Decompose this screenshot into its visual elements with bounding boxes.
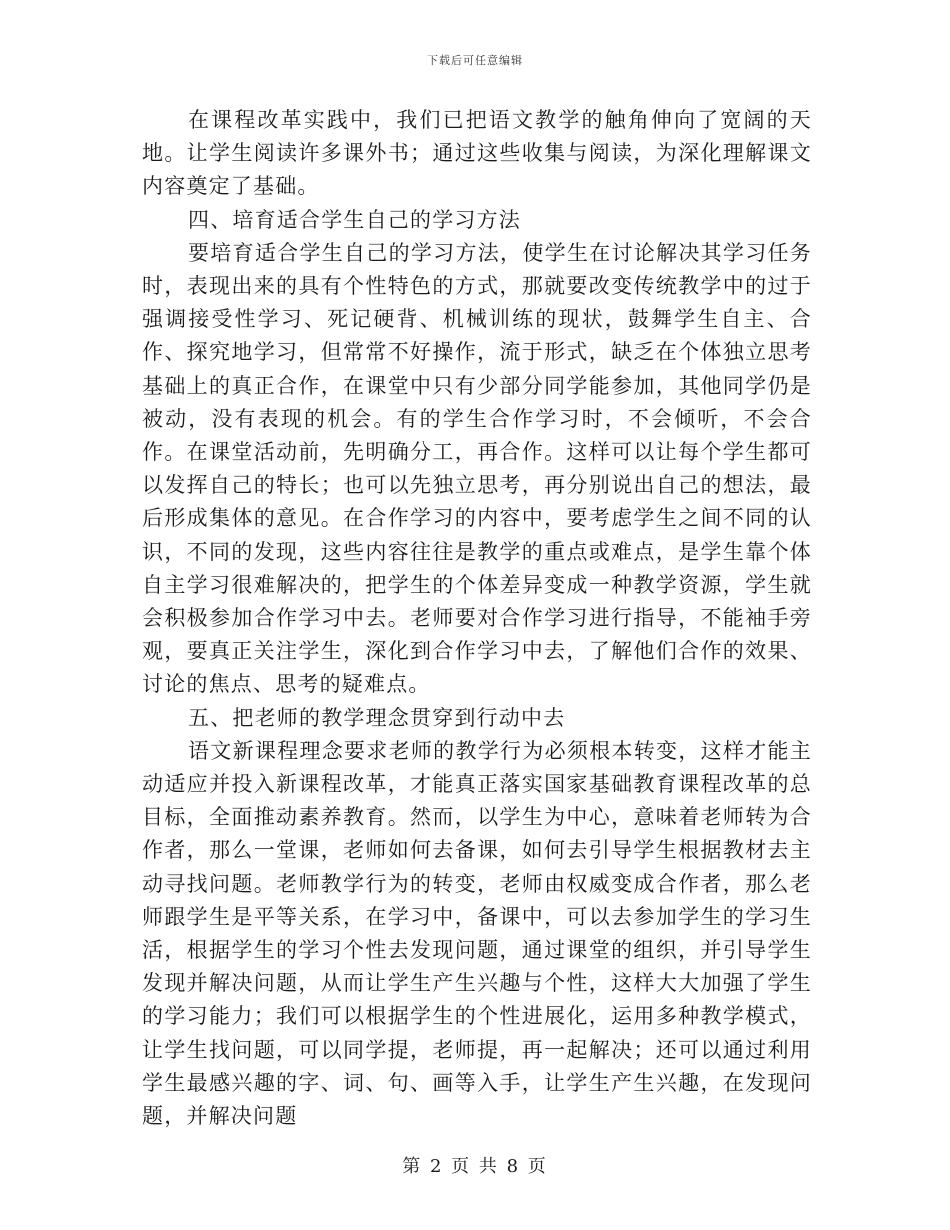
- section-heading-5: 五、把老师的教学理念贯穿到行动中去: [188, 705, 566, 730]
- document-body: [142, 104, 812, 1133]
- page-header-note: 下载后可任意编辑: [427, 54, 523, 67]
- paragraph-intro: 在课程改革实践中，我们已把语文教学的触角伸向了宽阔的天地。让学生阅读许多课外书；通过这些收集与阅读，为深化理解课文内容奠定了基础。: [142, 108, 812, 199]
- page-number: 第 2 页 共 8 页: [402, 1156, 548, 1177]
- paragraph-section-5: 语文新课程理念要求老师的教学行为必须根本转变，这样才能主动适应并投入新课程改革，才能真正落实国家基础教育课程改革的总目标，全面推动素养教育。然而，以学生为中心，意味着老师转为合作者，那么一堂课，老师如何去备课，如何去引导学生根据教材去主动寻找问题。老师教学行为的转变，老师由权威变成合作者，那么老师跟学生是平等关系，在学习中，备课中，可以去参加学生的学习生活，根据学生的学习个性去发现问题，通过课堂的组织，并引导学生发现并解决问题，从而让学生产生兴趣与个性，这样大大加强了学生的学习能力；我们可以根据学生的个性进展化，运用多种教学模式，让学生找问题，可以同学提，老师提，再一起解决；还可以通过利用学生最感兴趣的字、词、句、画等入手，让学生产生兴趣，在发现问题，并解决问题: [142, 738, 812, 1129]
- paragraph-section-4: 要培育适合学生自己的学习方法，使学生在讨论解决其学习任务时，表现出来的具有个性特色的方式，那就要改变传统教学中的过于强调接受性学习、死记硬背、机械训练的现状，鼓舞学生自主、合作、探究地学习，但常常不好操作，流于形式，缺乏在个体独立思考基础上的真正合作，在课堂中只有少部分同学能参加，其他同学仍是被动，没有表现的机会。有的学生合作学习时，不会倾听，不会合作。在课堂活动前，先明确分工，再合作。这样可以让每个学生都可以发挥自己的特长；也可以先独立思考，再分别说出自己的想法，最后形成集体的意见。在合作学习的内容中，要考虑学生之间不同的认识，不同的发现，这些内容往往是教学的重点或难点，是学生靠个体自主学习很难解决的，把学生的个体差异变成一种教学资源，学生就会积极参加合作学习中去。老师要对合作学习进行指导，不能袖手旁观，要真正关注学生，深化到合作学习中去，了解他们合作的效果、讨论的焦点、思考的疑难点。: [142, 240, 812, 697]
- section-heading-4: 四、培育适合学生自己的学习方法: [188, 207, 521, 232]
